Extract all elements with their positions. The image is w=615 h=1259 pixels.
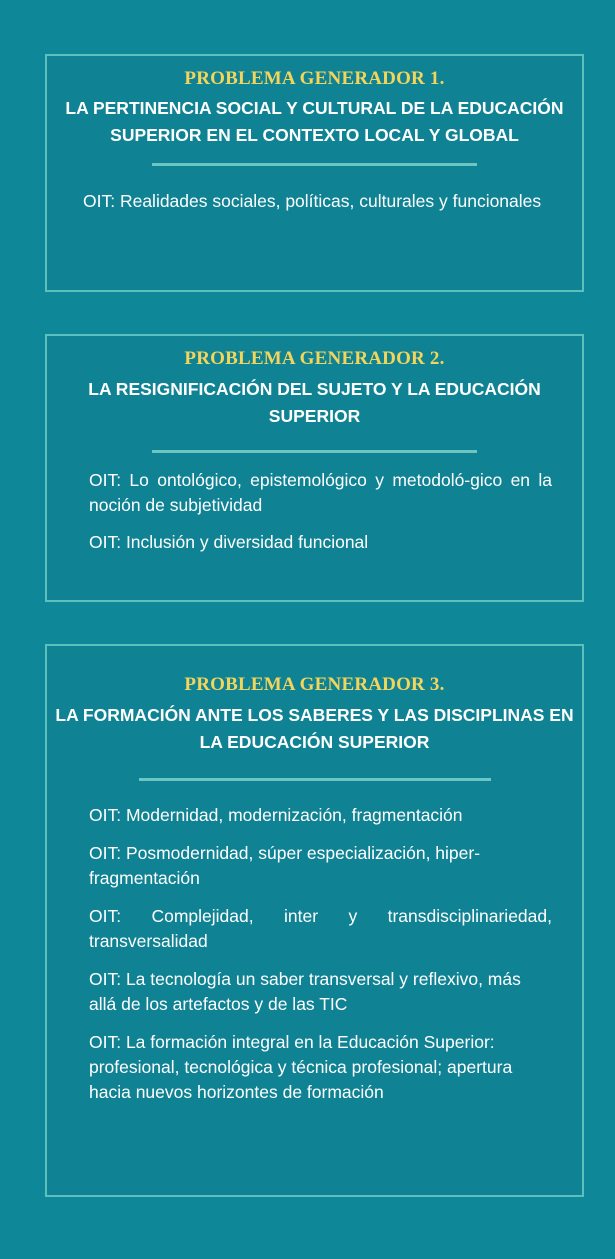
oit-item: OIT: Realidades sociales, políticas, culturales y funcionales [83,191,542,211]
oit-item: OIT: Posmodernidad, súper especialización, hiper-fragmentación [89,843,481,888]
card-heading: PROBLEMA GENERADOR 1. [184,68,445,89]
oit-list [89,468,552,555]
oit-item: OIT: Lo ontológico, epistemológico y metodoló-gico en la noción de subjetividad [89,470,552,515]
divider [139,778,491,781]
oit-item: OIT: Modernidad, modernización, fragmentación [89,805,463,825]
problem-card-3 [45,644,584,1197]
problem-card-2 [45,334,584,602]
card-heading: PROBLEMA GENERADOR 2. [184,348,445,369]
oit-item: OIT: La tecnología un saber transversal y reflexivo, más allá de los artefactos y de las TIC [89,969,521,1014]
divider [152,163,477,166]
problem-card-1 [45,54,584,292]
divider [152,450,477,453]
card-subtitle: LA PERTINENCIA SOCIAL Y CULTURAL DE LA EDUCACIÓN SUPERIOR EN EL CONTEXTO LOCAL Y GLOBAL [65,98,564,145]
card-heading: PROBLEMA GENERADOR 3. [184,674,445,695]
card-subtitle: LA RESIGNIFICACIÓN DEL SUJETO Y LA EDUCACIÓN SUPERIOR [88,379,541,426]
oit-item: OIT: Inclusión y diversidad funcional [89,532,369,552]
oit-item: OIT: La formación integral en la Educación Superior: profesional, tecnológica y técnica profesional; apertura hacia nuevos horizontes de formación [89,1032,513,1102]
card-subtitle: LA FORMACIÓN ANTE LOS SABERES Y LAS DISCIPLINAS EN LA EDUCACIÓN SUPERIOR [55,705,574,752]
oit-item: OIT: Complejidad, inter y transdisciplinariedad, transversalidad [89,906,552,951]
oit-list [89,803,552,1105]
